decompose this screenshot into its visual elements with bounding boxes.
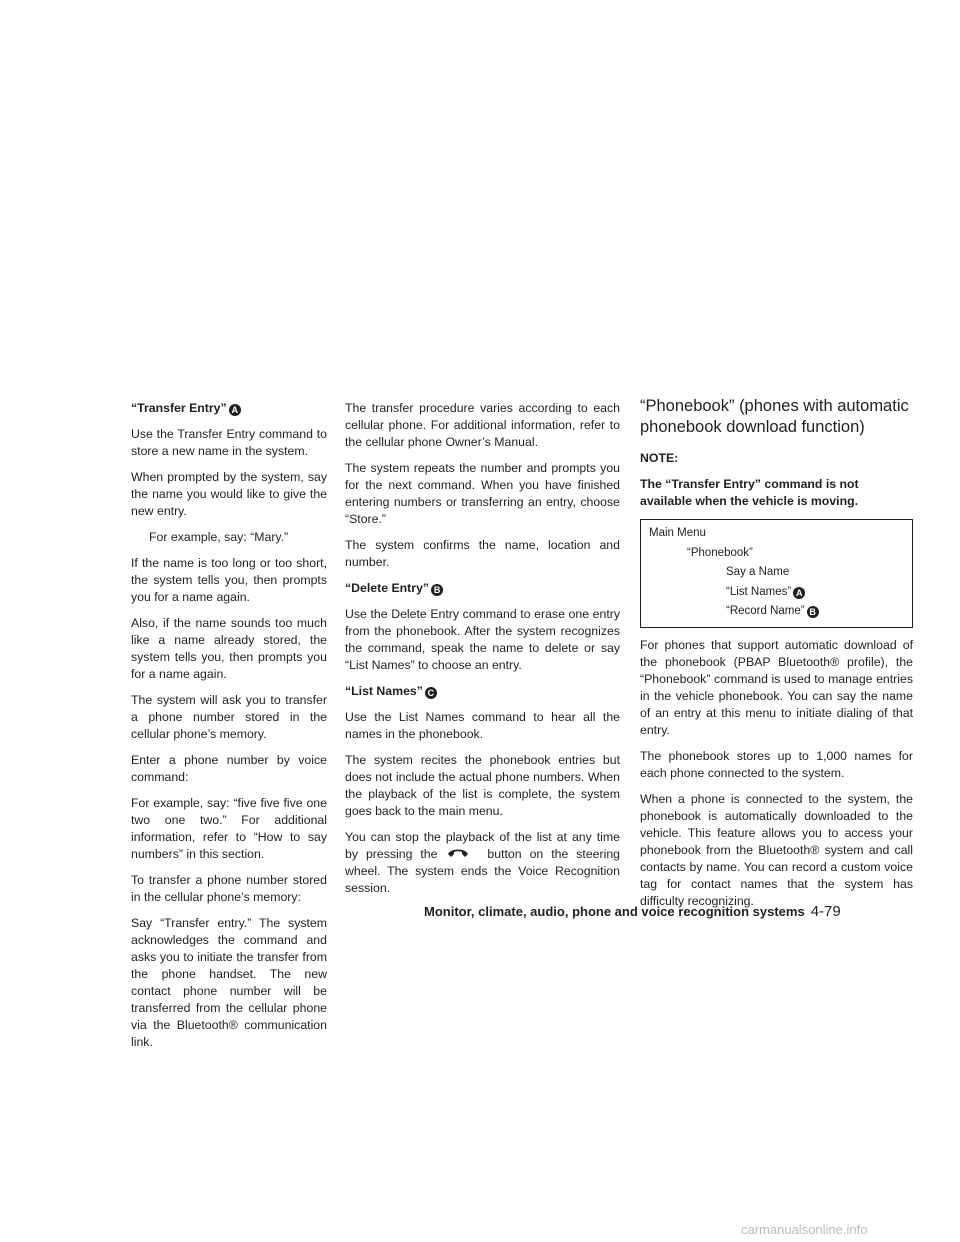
paragraph: To transfer a phone number stored in the cellular phone’s memory: (131, 873, 327, 904)
paragraph: Enter a phone number by voice command: (131, 753, 327, 784)
paragraph: For phones that support automatic download of the phonebook (PBAP Bluetooth® profile), the “Phonebook” command is used to manage entries in the vehicle phonebook. You can say the name of an entry at this menu to initiate dialing of that entry. (640, 637, 913, 737)
paragraph: The system will ask you to transfer a phone number stored in the cellular phone’s memory. (131, 693, 327, 741)
callout-badge-a: A (793, 587, 805, 599)
menu-item-record-name: “Record Name” B (649, 602, 904, 622)
page-number: 4-79 (810, 903, 841, 920)
menu-item-say-name: Say a Name (726, 566, 790, 578)
callout-badge-b: B (807, 606, 819, 618)
paragraph: Also, if the name sounds too much like a name already stored, the system tells you, then prompts you for a name again. (131, 616, 327, 681)
menu-tree-box (640, 519, 913, 628)
transfer-entry-heading: “Transfer Entry” A (131, 400, 327, 417)
callout-badge-b: B (431, 584, 443, 596)
paragraph: The system recites the phonebook entries but does not include the actual phone numbers. When the playback of the list is complete, the system goes back to the main menu. (345, 753, 620, 818)
paragraph: If the name is too long or too short, the system tells you, then prompts you for a name again. (131, 556, 327, 604)
list-names-heading: “List Names” C (345, 683, 620, 700)
menu-item-phonebook: “Phonebook” (687, 546, 753, 559)
column-1 (131, 400, 327, 1060)
callout-badge-a: A (229, 404, 241, 416)
paragraph: The transfer procedure varies according to each cellular phone. For additional information, refer to the cellular phone Owner’s Manual. (345, 401, 620, 449)
menu-item-list-names: “List Names” A (649, 583, 904, 603)
page-footer (424, 903, 924, 920)
delete-entry-heading: “Delete Entry” B (345, 580, 620, 597)
column-2 (345, 400, 620, 906)
paragraph: Use the List Names command to hear all the names in the phonebook. (345, 710, 620, 741)
note-label: NOTE: (640, 451, 679, 465)
paragraph: When prompted by the system, say the name you would like to give the new entry. (131, 470, 327, 518)
paragraph: The system confirms the name, location and number. (345, 538, 620, 569)
phone-hang-up-icon (445, 849, 479, 859)
paragraph: Use the Delete Entry command to erase one entry from the phonebook. After the system recognizes the command, speak the name to delete or say “List Names” to choose an entry. (345, 607, 620, 672)
paragraph: When a phone is connected to the system, the phonebook is automatically downloaded to the vehicle. This feature allows you to access your phonebook from the Bluetooth® system and call contacts by name. You can record a custom voice tag for contact names that the system has difficulty recognizing. (640, 791, 913, 908)
menu-item-main: Main Menu (649, 527, 706, 539)
watermark: carmanualsonline.info (741, 1222, 868, 1237)
paragraph: The system repeats the number and prompts you for the next command. When you have finished entering numbers or transferring an entry, choose “Store.” (345, 461, 620, 526)
section-title: “Phonebook” (phones with automatic phonebook download function) (640, 397, 909, 436)
callout-badge-c: C (425, 687, 437, 699)
footer-section-title: Monitor, climate, audio, phone and voice recognition systems (424, 904, 805, 919)
paragraph: Say “Transfer entry.” The system acknowledges the command and asks you to initiate the transfer from the phone handset. The new contact phone number will be transferred from the cellular phone via the Bluetooth® communication link. (131, 916, 327, 1049)
paragraph: You can stop the playback of the list at any time by pressing the button on the steering wheel. The system ends the Voice Recognition session. (345, 830, 621, 895)
example-text: For example, say: “Mary.” (149, 530, 289, 544)
paragraph: Use the Transfer Entry command to store a new name in the system. (131, 427, 327, 458)
paragraph: For example, say: “five five five one two one two.” For additional information, refer to “How to say numbers” in this section. (131, 796, 327, 861)
note-text: The “Transfer Entry” command is not available when the vehicle is moving. (640, 477, 859, 508)
paragraph: The phonebook stores up to 1,000 names for each phone connected to the system. (640, 748, 913, 780)
column-3 (640, 397, 913, 919)
